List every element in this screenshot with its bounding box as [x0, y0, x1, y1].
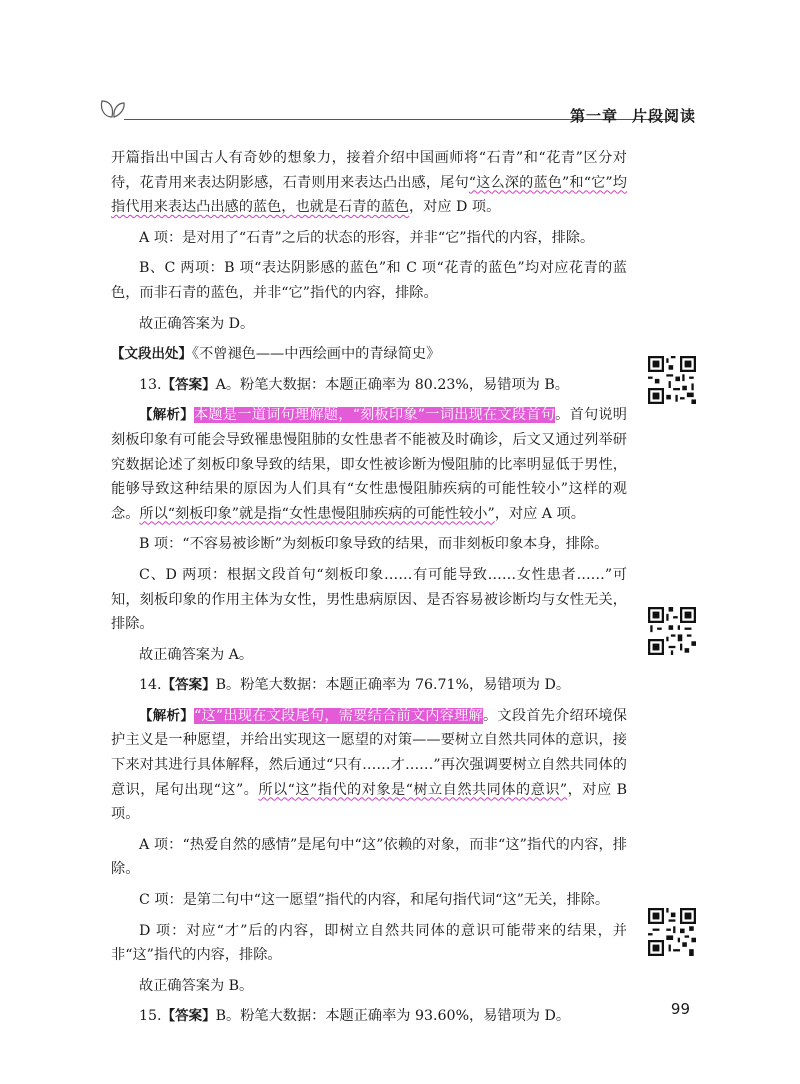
question-number: 14.: [139, 677, 162, 694]
highlighted-text: “这”出现在文段尾句，需要结合前文内容理解: [193, 707, 483, 724]
chapter-number: 第一章: [569, 107, 618, 125]
qr-code-icon[interactable]: [648, 607, 696, 655]
paragraph: A 项：“热爱自然的感情”是尾句中“这”依赖的对象，而非“这”指代的内容，排除。: [111, 836, 627, 878]
answer-text: B。粉笔大数据：本题正确率为 76.71%，易错项为 D。: [215, 677, 571, 694]
source-label: 【文段出处】: [111, 346, 192, 363]
text: ，对应 B 项。: [111, 781, 628, 823]
chapter-title: [556, 105, 696, 126]
source-title: 《不曾褪色——中西绘画中的青绿简史》: [192, 346, 441, 363]
section-name: 片段阅读: [631, 107, 696, 125]
leaf-icon: [98, 97, 128, 119]
q14-analysis: [111, 704, 627, 827]
page-number: 99: [670, 1000, 690, 1018]
wavy-underline-text: 所以“刻板印象”就是指“女性患慢阻肺疾病的可能性较小”: [139, 505, 495, 522]
paragraph: 故正确答案为 D。: [139, 315, 255, 332]
analysis-label: 【解析】: [139, 707, 194, 724]
wavy-underline-text: 所以“这”指代的对象是“树立自然共同体的意识”: [258, 781, 568, 798]
answer-label: 【答案】: [161, 376, 216, 393]
question-number: 15.: [139, 1008, 162, 1025]
paragraph: A 项：是对用了“石青”之后的状态的形容，并非“它”指代的内容，排除。: [139, 229, 595, 246]
q13-analysis: [111, 403, 627, 526]
text: 。文段首先介绍环境保护主义是一种愿望，并给出实现这一愿望的对策——要树立自然共同体的意识，接下来对其进行具体解释，然后通过“只有……才……”再次强调要树立自然共同体的意识，尾句出现“这”。: [111, 707, 627, 798]
paragraph: D 项：对应“才”后的内容，即树立自然共同体的意识可能带来的结果，并非“这”指代的内容，排除。: [111, 922, 627, 964]
wavy-underline-text: “这么深的蓝色”和“它”均指代用来表达凸出感的蓝色，也就是石青的蓝色: [111, 174, 627, 216]
text: 开篇指出中国古人有奇妙的想象力，接着介绍中国画师将“石青”和“花青”区分对待，花青用来表达阴影感，石青则用来表达凸出感，尾句: [111, 150, 627, 191]
text: ，对应 D 项。: [408, 199, 501, 216]
page-content: [111, 146, 627, 1035]
source-line: [111, 342, 627, 367]
paragraph: 故正确答案为 A。: [139, 646, 254, 663]
highlighted-text: 本题是一道词句理解题，“刻板印象”一词出现在文段首句: [193, 407, 556, 424]
q13-answer: [111, 373, 627, 398]
analysis-label: 【解析】: [139, 407, 194, 424]
paragraph: C、D 两项：根据文段首句“刻板印象……有可能导致……女性患者……”可知，刻板印象的作用主体为女性，男性患病原因、是否容易被诊断均与女性无关，排除。: [111, 566, 627, 633]
answer-text: B。粉笔大数据：本题正确率为 93.60%，易错项为 D。: [215, 1008, 571, 1025]
answer-text: A。粉笔大数据：本题正确率为 80.23%，易错项为 B。: [215, 376, 569, 393]
question-number: 13.: [139, 376, 162, 393]
paragraph: [111, 146, 627, 220]
q15-answer: [111, 1004, 627, 1029]
paragraph: 故正确答案为 B。: [139, 977, 254, 994]
paragraph: C 项：是第二句中“这一愿望”指代的内容，和尾句指代词“这”无关，排除。: [139, 892, 610, 909]
paragraph: B、C 两项：B 项“表达阴影感的蓝色”和 C 项“花青的蓝色”均对应花青的蓝色，而非石青的蓝色，并非“它”指代的内容，排除。: [111, 260, 627, 301]
qr-code-icon[interactable]: [648, 908, 696, 956]
qr-code-icon[interactable]: [648, 356, 696, 404]
q14-answer: [111, 673, 627, 698]
answer-label: 【答案】: [161, 1008, 216, 1025]
page-header: [98, 95, 704, 135]
text: ，对应 A 项。: [494, 505, 585, 522]
text: 。首句说明刻板印象有可能会导致罹患慢阻肺的女性患者不能被及时确诊，后文又通过列举研究数据论述了刻板印象导致的结果，即女性被诊断为慢阻肺的比率明显低于男性，能够导致这种结果的原因为人们具有“女性患慢阻肺疾病的可能性较小”这样的观念。: [111, 407, 627, 522]
paragraph: B 项：“不容易被诊断”为刻板印象导致的结果，而非刻板印象本身，排除。: [139, 536, 609, 553]
answer-label: 【答案】: [161, 677, 216, 694]
